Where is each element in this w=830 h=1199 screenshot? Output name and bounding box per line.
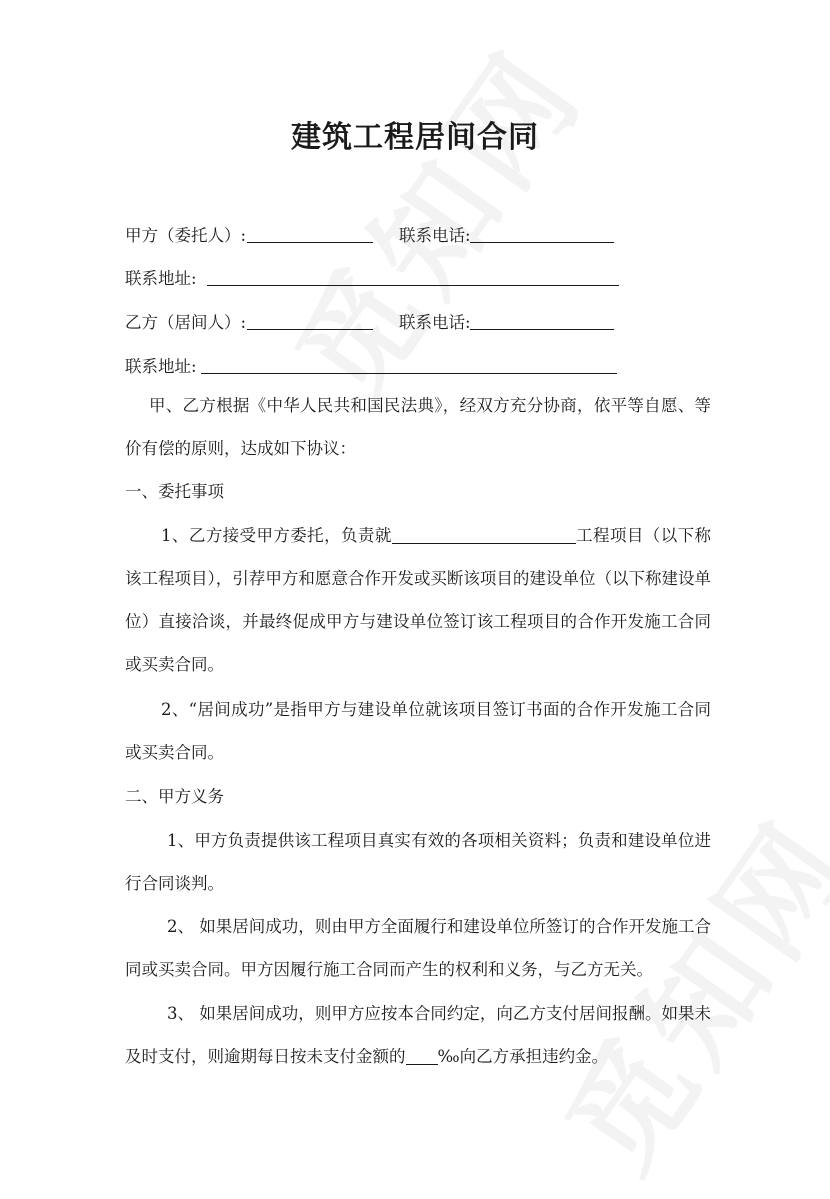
section1-heading: 一、委托事项	[125, 482, 224, 501]
address-blank-1[interactable]	[207, 285, 619, 286]
phone-label: 联系电话:	[399, 226, 471, 245]
address-row-1	[125, 265, 625, 289]
party-a-row	[125, 222, 625, 246]
section1-item2: 2、“居间成功”是指甲方与建设单位就该项目签订书面的合作开发施工合同或买卖合同。	[125, 700, 711, 762]
phone-blank-2[interactable]	[470, 329, 614, 330]
project-name-blank[interactable]	[392, 525, 576, 544]
section2-heading: 二、甲方义务	[125, 787, 224, 806]
phone-blank[interactable]	[470, 242, 614, 243]
section2-item3-text-a: 3、 如果居间成功，则甲方应按本合同约定，向乙方支付居间报酬。如果未及时支付，则逾期每日按未支付金额的	[125, 1004, 711, 1066]
address-blank-2[interactable]	[201, 373, 617, 374]
phone-label-2: 联系电话:	[399, 313, 471, 332]
address-row-2	[125, 353, 625, 377]
address-label-2: 联系地址:	[125, 357, 197, 376]
section1-item1-text-b: 工程项目（以下称该工程项目），引荐甲方和愿意合作开发或买断该项目的建设单位（以下称建设单位）直接洽谈，并最终促成甲方与建设单位签订该工程项目的合作开发施工合同或买卖合同。	[125, 526, 712, 674]
section2-item3	[125, 992, 711, 1078]
section2-item2: 2、 如果居间成功，则由甲方全面履行和建设单位所签订的合作开发施工合同或买卖合同。甲方因履行施工合同而产生的权利和义务，与乙方无关。	[125, 917, 711, 979]
penalty-rate-blank[interactable]	[406, 1046, 438, 1065]
section2-item3-text-b: ‰向乙方承担违约金。	[437, 1047, 609, 1066]
intro-paragraph: 甲、乙方根据《中华人民共和国民法典》，经双方充分协商，依平等自愿、等价有偿的原则，达成如下协议：	[125, 396, 711, 458]
address-label-1: 联系地址:	[125, 269, 197, 288]
party-b-row	[125, 309, 625, 333]
party-b-blank[interactable]	[247, 329, 373, 330]
section2-item1: 1、甲方负责提供该工程项目真实有效的各项相关资料；负责和建设单位进行合同谈判。	[125, 831, 711, 893]
party-a-label: 甲方（委托人）:	[125, 226, 247, 245]
document-title: 建筑工程居间合同	[291, 120, 539, 155]
section1-item1	[125, 514, 711, 686]
section1-item1-text-a: 1、乙方接受甲方委托，负责就	[161, 526, 392, 545]
party-b-label: 乙方（居间人）:	[125, 313, 247, 332]
party-a-blank[interactable]	[247, 242, 373, 243]
